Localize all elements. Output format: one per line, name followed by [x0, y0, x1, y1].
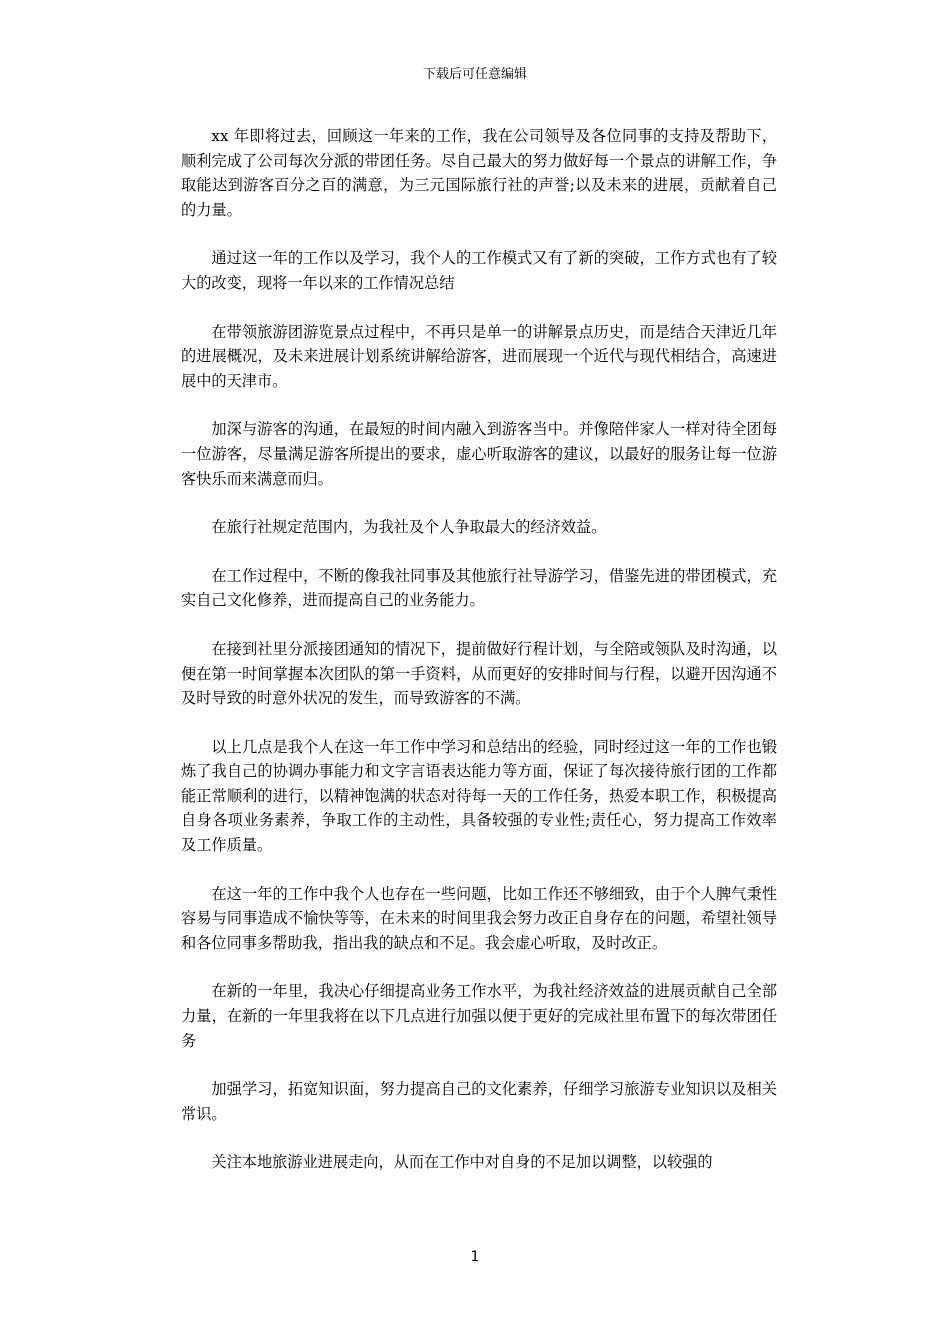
paragraph: 在这一年的工作中我个人也存在一些问题，比如工作还不够细致，由于个人脾气秉性容易与同事造成不愉快等等，在未来的时间里我会努力改正自身存在的问题，希望社领导和各位同事多帮助我，指出我的缺点和不足。我会虚心听取，及时改正。: [181, 884, 777, 952]
paragraph: 以上几点是我个人在这一年工作中学习和总结出的经验，同时经过这一年的工作也锻炼了我自己的协调办事能力和文字言语表达能力等方面，保证了每次接待旅行团的工作都能正常顺利的进行，以精神饱满的状态对待每一天的工作任务，热爱本职工作，积极提高自身各项业务素养，争取工作的主动性，具备较强的专业性;责任心，努力提高工作效率及工作质量。: [181, 737, 777, 855]
paragraph: 在接到社里分派接团通知的情况下，提前做好行程计划，与全陪或领队及时沟通，以便在第一时间掌握本次团队的第一手资料，从而更好的安排时间与行程，以避开因沟通不及时导致的时意外状况的发生，而导致游客的不满。: [181, 639, 777, 708]
paragraph: 关注本地旅游业进展走向，从而在工作中对自身的不足加以调整，以较强的: [211, 1153, 713, 1172]
paragraph: 在新的一年里，我决心仔细提高业务工作水平，为我社经济效益的进展贡献自己全部力量，在新的一年里我将在以下几点进行加强以便于更好的完成社里布置下的每次带团任务: [181, 982, 777, 1050]
page-header: 下载后可任意编辑: [422, 67, 527, 82]
paragraph: 在带领旅游团游览景点过程中，不再只是单一的讲解景点历史，而是结合天津近几年的进展概况，及未来进展计划系统讲解给游客，进而展现一个近代与现代相结合，高速进展中的天津市。: [181, 322, 777, 390]
paragraph: 加深与游客的沟通，在最短的时间内融入到游客当中。并像陪伴家人一样对待全团每一位游客，尽量满足游客所提出的要求，虚心听取游客的建议，以最好的服务让每一位游客快乐而来满意而归。: [181, 420, 777, 488]
paragraph: xx 年即将过去，回顾这一年来的工作，我在公司领导及各位同事的支持及帮助下，顺利完成了公司每次分派的带团任务。尽自己最大的努力做好每一个景点的讲解工作，争取能达到游客百分之百的满意，为三元国际旅行社的声誉;以及未来的进展，贡献着自己的力量。: [181, 127, 777, 219]
paragraph: 在工作过程中，不断的像我社同事及其他旅行社导游学习，借鉴先进的带团模式，充实自己文化修养，进而提高自己的业务能力。: [181, 566, 777, 610]
paragraph: 加强学习，拓宽知识面，努力提高自己的文化素养，仔细学习旅游专业知识以及相关常识。: [181, 1080, 777, 1123]
page-number: 1: [470, 1249, 480, 1265]
paragraph: 在旅行社规定范围内，为我社及个人争取最大的经济效益。: [211, 518, 607, 537]
document-body: [181, 124, 777, 1199]
paragraph: 通过这一年的工作以及学习，我个人的工作模式又有了新的突破，工作方式也有了较大的改变，现将一年以来的工作情况总结: [181, 249, 777, 292]
